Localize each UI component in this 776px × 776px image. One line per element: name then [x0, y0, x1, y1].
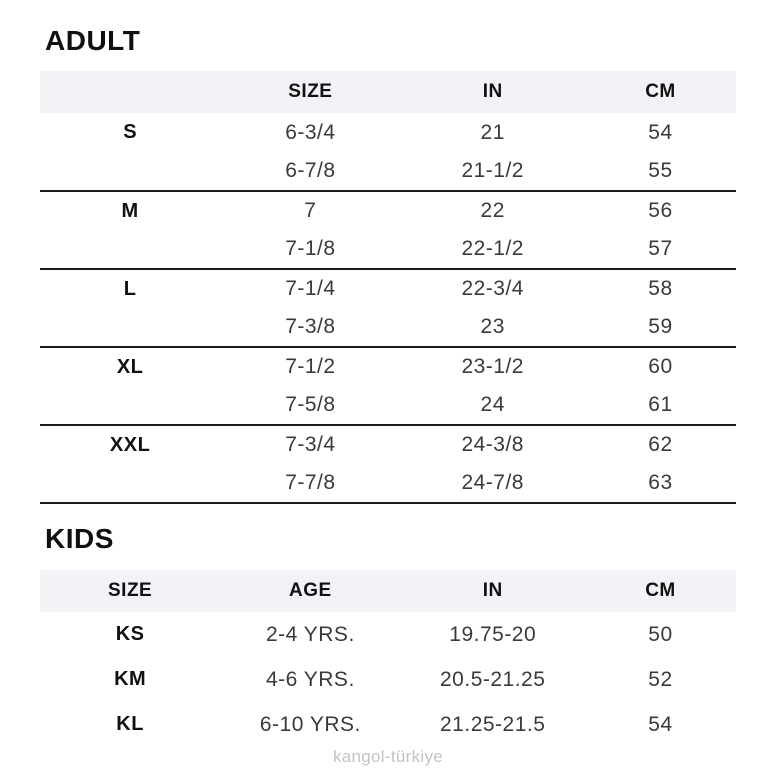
table-row — [40, 386, 736, 425]
in-cell: 19.75-20 — [449, 622, 537, 646]
cm-cell: 60 — [648, 355, 673, 378]
kids-size-table — [40, 570, 736, 747]
size-cell: 7 — [304, 199, 317, 222]
kids-section-title: KIDS — [45, 523, 114, 554]
table-row — [40, 612, 736, 657]
table-row — [40, 464, 736, 503]
row-label — [40, 464, 220, 503]
size-cell: 6-3/4 — [285, 120, 336, 144]
cm-cell: 62 — [648, 433, 673, 456]
row-label: XXL — [109, 433, 151, 456]
adult-section-title: ADULT — [45, 25, 141, 56]
table-row — [40, 152, 736, 191]
cm-cell: 61 — [585, 386, 736, 425]
row-label — [40, 308, 220, 347]
header-cell-size: SIZE — [220, 71, 400, 113]
in-cell: 21.25-21.5 — [440, 712, 546, 736]
header-cell-in: IN — [401, 71, 585, 113]
in-cell: 23-1/2 — [461, 355, 524, 378]
in-cell: 24-7/8 — [401, 464, 585, 503]
kids-table-body — [40, 612, 736, 747]
in-cell: 23 — [401, 308, 585, 347]
row-label: M — [121, 199, 139, 222]
adult-size-table — [40, 71, 736, 504]
table-row — [40, 702, 736, 747]
in-cell: 21-1/2 — [401, 152, 585, 191]
cm-cell: 50 — [648, 622, 673, 646]
header-cell-cm: CM — [585, 71, 736, 113]
in-cell: 24 — [401, 386, 585, 425]
header-cell-age: AGE — [220, 570, 400, 612]
row-label — [40, 386, 220, 425]
cm-cell: 56 — [648, 199, 673, 222]
cm-cell: 54 — [648, 712, 673, 736]
size-cell: 7-1/8 — [220, 230, 400, 269]
header-cell-in: IN — [401, 570, 585, 612]
table-row — [40, 308, 736, 347]
cm-cell: 63 — [585, 464, 736, 503]
in-cell: 24-3/8 — [461, 433, 524, 456]
cm-cell: 57 — [585, 230, 736, 269]
header-cell-blank — [40, 71, 220, 113]
size-cell: 7-1/2 — [285, 355, 336, 378]
header-row — [40, 570, 736, 612]
kids-table-header — [40, 570, 736, 612]
adult-table-body — [40, 113, 736, 503]
row-label: KM — [114, 668, 147, 690]
row-label: KS — [115, 623, 145, 645]
header-cell-cm: CM — [585, 570, 736, 612]
row-label: L — [123, 277, 137, 300]
row-label: XL — [116, 355, 144, 378]
table-row — [40, 230, 736, 269]
in-cell: 22-1/2 — [401, 230, 585, 269]
in-cell: 20.5-21.25 — [440, 667, 546, 691]
in-cell: 21 — [480, 120, 505, 144]
table-row — [40, 425, 736, 464]
age-cell: 2-4 YRS. — [265, 622, 355, 646]
row-label — [40, 230, 220, 269]
table-row — [40, 113, 736, 152]
size-cell: 7-5/8 — [220, 386, 400, 425]
adult-table-header — [40, 71, 736, 113]
size-cell: 7-7/8 — [220, 464, 400, 503]
age-cell: 4-6 YRS. — [265, 667, 355, 691]
in-cell: 22 — [480, 199, 505, 222]
age-cell: 6-10 YRS. — [259, 712, 361, 736]
row-label: KL — [116, 713, 144, 735]
table-row — [40, 269, 736, 308]
cm-cell: 54 — [648, 120, 673, 144]
size-cell: 7-1/4 — [285, 277, 336, 300]
size-cell: 6-7/8 — [220, 152, 400, 191]
table-row — [40, 347, 736, 386]
cm-cell: 58 — [648, 277, 673, 300]
cm-cell: 52 — [648, 667, 673, 691]
row-label: S — [123, 121, 138, 143]
size-cell: 7-3/4 — [285, 433, 336, 456]
cm-cell: 55 — [585, 152, 736, 191]
in-cell: 22-3/4 — [461, 277, 524, 300]
cm-cell: 59 — [585, 308, 736, 347]
size-cell: 7-3/8 — [220, 308, 400, 347]
table-row — [40, 191, 736, 230]
header-row — [40, 71, 736, 113]
row-label — [40, 152, 220, 191]
watermark-text: kangol-türkiye — [332, 747, 444, 766]
table-row — [40, 657, 736, 702]
header-cell-size: SIZE — [40, 570, 220, 612]
